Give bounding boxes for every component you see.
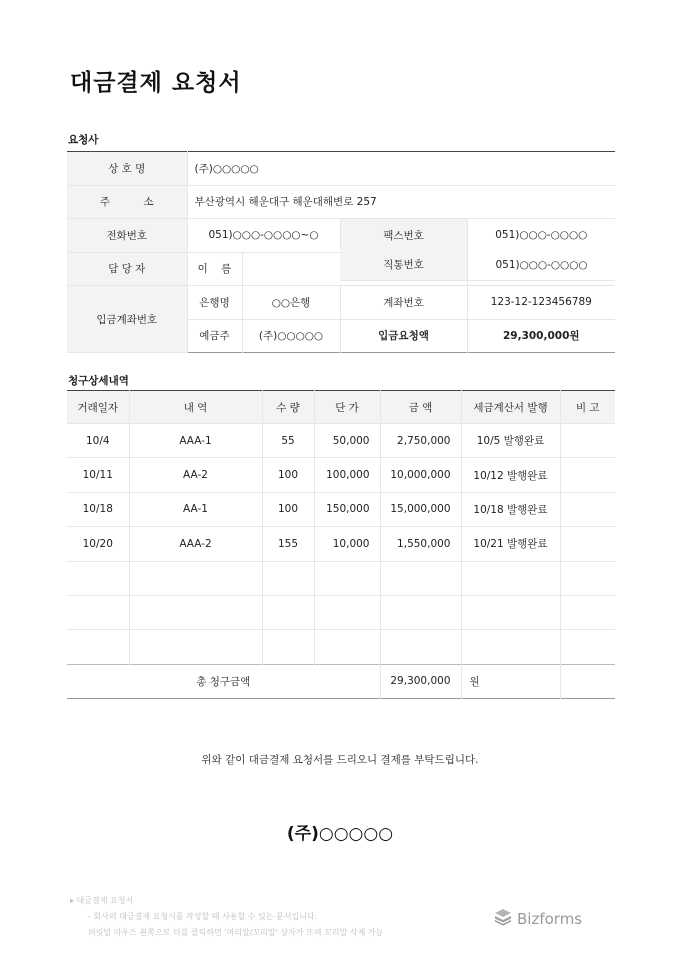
- company-signature: (주)○○○○○: [286, 824, 394, 844]
- request-amount-value: 29,300,000원: [502, 330, 580, 343]
- header-date: 거래일자: [67, 391, 129, 424]
- row-item: AA-2: [129, 458, 262, 492]
- fax-label: 팩스번호: [340, 219, 467, 253]
- phone-row: [67, 219, 615, 253]
- row-qty: 100: [262, 492, 314, 526]
- detail-section-label: 청구상세내역: [68, 375, 129, 387]
- row-price: 150,000: [314, 492, 380, 526]
- row-qty: 55: [262, 424, 314, 458]
- row-note: [560, 458, 615, 492]
- header-price: 단 가: [314, 391, 380, 424]
- row-price: 100,000: [314, 458, 380, 492]
- phone-label: 전화번호: [67, 219, 187, 253]
- row-note: [560, 527, 615, 561]
- bank-value: ○○은행: [242, 286, 340, 320]
- holder-label: 예금주: [187, 319, 242, 353]
- empty-row: [67, 595, 615, 629]
- row-invoice: 10/12 발행완료: [461, 458, 560, 492]
- header-note: 비 고: [560, 391, 615, 424]
- row-item: AAA-2: [129, 527, 262, 561]
- request-amount-label: 입금요청액: [340, 319, 467, 353]
- table-row: [67, 527, 615, 561]
- requester-section-label: 요청사: [68, 134, 99, 146]
- total-unit: 원: [461, 664, 560, 698]
- company-row: [67, 152, 615, 186]
- account-no-label: 계좌번호: [340, 286, 467, 320]
- row-amount: 2,750,000: [380, 424, 461, 458]
- table-row: [67, 492, 615, 526]
- bank-row: [67, 286, 615, 320]
- address-row: [67, 185, 615, 219]
- row-note: [560, 492, 615, 526]
- header-item: 내 역: [129, 391, 262, 424]
- total-row: [67, 664, 615, 698]
- fax-value: 051)○○○-○○○○: [467, 219, 615, 253]
- row-price: 50,000: [314, 424, 380, 458]
- account-no-value: 123-12-123456789: [467, 286, 615, 320]
- holder-value: (주)○○○○○: [242, 319, 340, 353]
- total-note: [560, 664, 615, 698]
- row-amount: 10,000,000: [380, 458, 461, 492]
- header-qty: 수 량: [262, 391, 314, 424]
- row-amount: 15,000,000: [380, 492, 461, 526]
- row-invoice: 10/18 발행완료: [461, 492, 560, 526]
- note-line-1: ▸ 대금결제 요청서: [70, 896, 134, 905]
- direct-label: 직통번호: [340, 249, 468, 280]
- total-label: 총 청구금액: [67, 664, 380, 698]
- row-price: 10,000: [314, 527, 380, 561]
- row-qty: 155: [262, 527, 314, 561]
- company-label: 상 호 명: [67, 152, 187, 186]
- note-line-2: - 회사의 대금결제 요청서를 작성할 때 사용할 수 있는 문서입니다.: [88, 912, 318, 921]
- row-qty: 100: [262, 458, 314, 492]
- closing-text: 위와 같이 대금결제 요청서를 드리오니 결제를 부탁드립니다.: [201, 754, 479, 766]
- row-date: 10/18: [67, 492, 129, 526]
- bank-label: 은행명: [187, 286, 242, 320]
- row-invoice: 10/5 발행완료: [461, 424, 560, 458]
- document-title: 대금결제 요청서: [70, 70, 242, 96]
- note-line-3: 머릿말 마우스 왼쪽으로 더블 클릭하면 '머리말/꼬리말' 상자가 뜨며 꼬리말 삭제 가능: [88, 928, 384, 937]
- phone-value: 051)○○○-○○○○~○: [187, 219, 340, 253]
- account-label: 입금계좌번호: [67, 286, 187, 353]
- row-date: 10/4: [67, 424, 129, 458]
- total-value: 29,300,000: [380, 664, 461, 698]
- row-date: 10/20: [67, 527, 129, 561]
- detail-table: [67, 390, 615, 699]
- empty-row: [67, 630, 615, 664]
- company-value: (주)○○○○○: [187, 152, 615, 186]
- name-label: 이 름: [187, 252, 242, 286]
- direct-number: 051)○○○-○○○○: [468, 249, 615, 280]
- row-date: 10/11: [67, 458, 129, 492]
- header-amount: 금 액: [380, 391, 461, 424]
- brand-name: Bizforms: [517, 910, 583, 928]
- detail-header-row: [67, 391, 615, 424]
- row-item: AAA-1: [129, 424, 262, 458]
- row-item: AA-1: [129, 492, 262, 526]
- direct-cell: [340, 249, 615, 281]
- row-amount: 1,550,000: [380, 527, 461, 561]
- footer-notes: [70, 893, 383, 941]
- row-note: [560, 424, 615, 458]
- header-invoice: 세금계산서 발행: [461, 391, 560, 424]
- table-row: [67, 458, 615, 492]
- address-label: 주 소: [67, 185, 187, 219]
- table-row: [67, 424, 615, 458]
- row-invoice: 10/21 발행완료: [461, 527, 560, 561]
- brand-logo: [494, 908, 582, 930]
- empty-row: [67, 561, 615, 595]
- bizforms-logo-icon: [494, 908, 512, 930]
- manager-label: 담 당 자: [67, 252, 187, 286]
- address-value: 부산광역시 해운대구 해운대해변로 257: [187, 185, 615, 219]
